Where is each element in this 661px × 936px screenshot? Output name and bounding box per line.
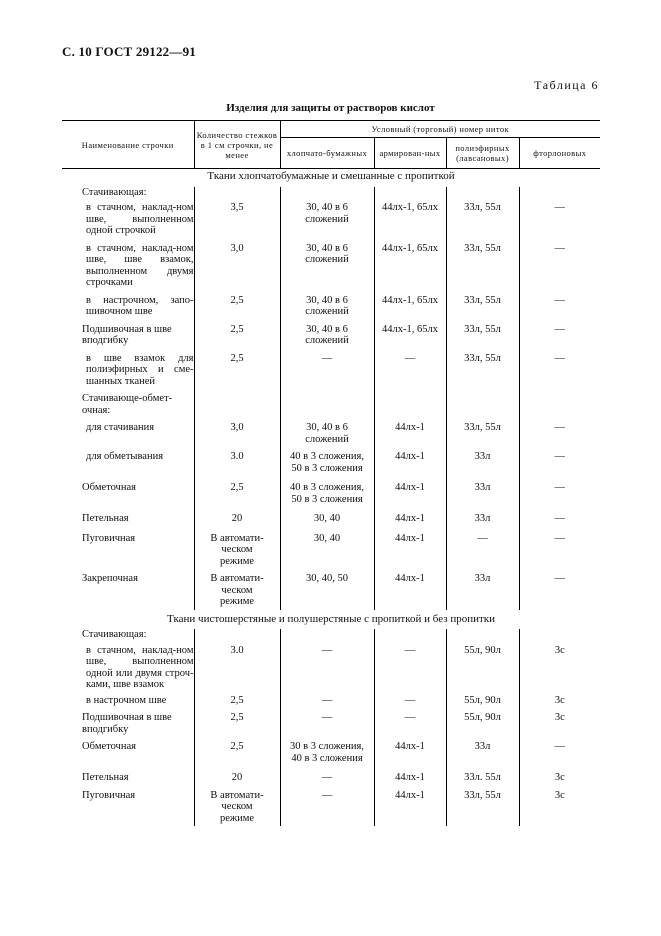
row-polyester-thread: 33л	[446, 451, 519, 482]
row-armored-thread: 44лх-1	[374, 422, 446, 451]
row-armored-thread: 44лх-1	[374, 513, 446, 533]
row-stitches: В автомати-ческом режиме	[194, 790, 280, 827]
row-cotton-thread: 30, 40, 50	[280, 573, 374, 610]
row-name: в стачном, наклад-ном шве, выполненном одной строчкой	[86, 202, 194, 236]
section-title: Ткани чистошерстяные и полушерстяные с пропиткой и без пропитки	[167, 612, 496, 625]
section-header-row	[62, 610, 600, 630]
row-name: Обметочная	[82, 482, 136, 493]
column-header-thread-number: Условный (торговый) номер ниток	[280, 121, 600, 138]
row-fluoro-thread: —	[519, 243, 600, 295]
row-fluoro-thread: —	[519, 202, 600, 243]
table-number: Таблица 6	[534, 78, 599, 92]
row-fluoro-thread: —	[519, 295, 600, 324]
row-polyester-thread: 33л	[446, 741, 519, 772]
row-polyester-thread: 33л, 55л	[446, 295, 519, 324]
row-fluoro-thread: —	[519, 451, 600, 482]
row-name: Петельная	[82, 772, 129, 783]
row-armored-thread: —	[374, 712, 446, 741]
table-row	[62, 695, 600, 713]
row-armored-thread: 44лх-1	[374, 482, 446, 513]
row-name: в настрочном, запо-шивочном шве	[86, 294, 194, 317]
row-cotton-thread: —	[280, 790, 374, 827]
row-cotton-thread	[280, 187, 374, 203]
row-name: Стачивающе-обмет-очная:	[82, 393, 173, 416]
row-armored-thread	[374, 629, 446, 645]
row-armored-thread	[374, 187, 446, 203]
row-cotton-thread: —	[280, 353, 374, 394]
row-polyester-thread: 33л, 55л	[446, 790, 519, 827]
row-cotton-thread	[280, 629, 374, 645]
row-fluoro-thread	[519, 187, 600, 203]
row-cotton-thread: 30, 40	[280, 533, 374, 574]
row-cotton-thread: 30 в 3 сложения, 40 в 3 сложения	[280, 741, 374, 772]
table-row	[62, 393, 600, 422]
column-header-name: Наименование строчки	[62, 121, 194, 169]
row-cotton-thread: 30, 40 в 6 сложений	[280, 295, 374, 324]
table-row	[62, 187, 600, 203]
row-polyester-thread: 33л	[446, 482, 519, 513]
row-cotton-thread: 30, 40 в 6 сложений	[280, 422, 374, 451]
row-polyester-thread: 33л, 55л	[446, 353, 519, 394]
table-title: Изделия для защиты от растворов кислот	[226, 102, 435, 114]
table-row	[62, 451, 600, 482]
row-stitches: 2,5	[194, 712, 280, 741]
row-fluoro-thread	[519, 393, 600, 422]
row-fluoro-thread: —	[519, 741, 600, 772]
row-armored-thread: —	[374, 695, 446, 713]
row-armored-thread: 44лх-1	[374, 790, 446, 827]
row-stitches: 3.0	[194, 451, 280, 482]
row-polyester-thread: 33л	[446, 573, 519, 610]
row-cotton-thread: 30, 40 в 6 сложений	[280, 324, 374, 353]
row-polyester-thread: 55л, 90л	[446, 712, 519, 741]
table-row	[62, 513, 600, 533]
row-armored-thread: 44лх-1	[374, 533, 446, 574]
row-stitches: 2,5	[194, 353, 280, 394]
row-fluoro-thread: 3с	[519, 772, 600, 790]
row-name: Подшивочная в шве вподгибку	[82, 323, 172, 346]
row-armored-thread: 44лх-1, 65лх	[374, 202, 446, 243]
row-stitches	[194, 187, 280, 203]
row-fluoro-thread: 3с	[519, 695, 600, 713]
section-header-row	[62, 169, 600, 187]
row-name: Закрепочная	[82, 573, 138, 584]
row-polyester-thread: —	[446, 533, 519, 574]
row-name: Пуговичная	[82, 532, 136, 544]
row-polyester-thread: 33л, 55л	[446, 324, 519, 353]
table-row	[62, 573, 600, 610]
row-armored-thread: 44лх-1, 65лх	[374, 243, 446, 295]
section-title: Ткани хлопчатобумажные и смешанные с пропиткой	[207, 170, 455, 182]
row-armored-thread: 44лх-1	[374, 772, 446, 790]
thread-table	[62, 120, 600, 826]
row-armored-thread: —	[374, 353, 446, 394]
table-body	[62, 169, 600, 827]
row-polyester-thread: 33л, 55л	[446, 202, 519, 243]
row-name: Петельная	[82, 513, 129, 524]
table-row	[62, 790, 600, 827]
row-polyester-thread: 55л, 90л	[446, 645, 519, 695]
row-stitches: 3,0	[194, 422, 280, 451]
row-name: для стачивания	[86, 422, 155, 433]
row-stitches: 3.0	[194, 645, 280, 695]
table-row	[62, 422, 600, 451]
row-name: Пуговичная	[82, 789, 136, 801]
row-name: для обметывания	[86, 451, 164, 462]
row-stitches: 2,5	[194, 695, 280, 713]
row-armored-thread: 44лх-1, 65лх	[374, 295, 446, 324]
row-fluoro-thread: —	[519, 533, 600, 574]
row-name: в шве взамок для полиэфирных и сме-шанных тканей	[86, 352, 194, 387]
row-fluoro-thread: 3с	[519, 790, 600, 827]
row-fluoro-thread: —	[519, 482, 600, 513]
table-row	[62, 741, 600, 772]
table-row	[62, 533, 600, 574]
row-cotton-thread: 40 в 3 сложения, 50 в 3 сложения	[280, 451, 374, 482]
page-header: С. 10 ГОСТ 29122—91	[62, 44, 196, 59]
row-cotton-thread: 30, 40	[280, 513, 374, 533]
row-cotton-thread: 40 в 3 сложения, 50 в 3 сложения	[280, 482, 374, 513]
row-stitches	[194, 629, 280, 645]
row-armored-thread: 44лх-1	[374, 573, 446, 610]
row-stitches: В автомати-ческом режиме	[194, 533, 280, 574]
row-cotton-thread: —	[280, 695, 374, 713]
column-header-stitches: Количество стежков в 1 см строчки, не менее	[194, 121, 280, 169]
row-polyester-thread	[446, 187, 519, 203]
row-name: Подшивочная в шве вподгибку	[82, 712, 172, 735]
row-cotton-thread	[280, 393, 374, 422]
row-fluoro-thread: 3с	[519, 712, 600, 741]
row-stitches: 20	[194, 772, 280, 790]
row-fluoro-thread	[519, 629, 600, 645]
row-stitches: 2,5	[194, 324, 280, 353]
row-armored-thread	[374, 393, 446, 422]
row-polyester-thread: 33л	[446, 513, 519, 533]
row-polyester-thread: 33л, 55л	[446, 422, 519, 451]
row-polyester-thread	[446, 393, 519, 422]
table-row	[62, 324, 600, 353]
row-name: в стачном, наклад-ном шве, шве взамок, выполненном двумя строчками	[86, 242, 194, 288]
row-stitches: 3,0	[194, 243, 280, 295]
table-row	[62, 645, 600, 695]
row-cotton-thread: —	[280, 645, 374, 695]
row-name: в стачном, наклад-ном шве, выполненном одной или двумя строч-ками, шве взамок	[86, 644, 194, 690]
row-stitches: 2,5	[194, 295, 280, 324]
row-polyester-thread: 55л, 90л	[446, 695, 519, 713]
row-stitches	[194, 393, 280, 422]
table-row	[62, 712, 600, 741]
column-header-fluoro: фторлоновых	[519, 138, 600, 169]
column-header-armored: армирован-ных	[374, 138, 446, 169]
row-fluoro-thread: —	[519, 422, 600, 451]
column-header-polyester: полиэфирных (лавсановых)	[446, 138, 519, 169]
row-name: в настрочном шве	[86, 694, 167, 706]
row-armored-thread: 44лх-1	[374, 451, 446, 482]
row-cotton-thread: —	[280, 772, 374, 790]
table-row	[62, 243, 600, 295]
row-fluoro-thread: —	[519, 513, 600, 533]
row-armored-thread: —	[374, 645, 446, 695]
row-stitches: 2,5	[194, 741, 280, 772]
row-name: Стачивающая:	[82, 186, 147, 198]
table-row	[62, 482, 600, 513]
row-polyester-thread	[446, 629, 519, 645]
row-fluoro-thread: —	[519, 573, 600, 610]
row-armored-thread: 44лх-1, 65лх	[374, 324, 446, 353]
row-armored-thread: 44лх-1	[374, 741, 446, 772]
table-row	[62, 295, 600, 324]
row-stitches: 2,5	[194, 482, 280, 513]
row-polyester-thread: 33л. 55л	[446, 772, 519, 790]
row-name: Стачивающая:	[82, 629, 147, 640]
table-row	[62, 629, 600, 645]
row-name: Обметочная	[82, 741, 136, 752]
column-header-cotton: хлопчато-бумажных	[280, 138, 374, 169]
row-cotton-thread: —	[280, 712, 374, 741]
row-fluoro-thread: —	[519, 324, 600, 353]
row-stitches: 3,5	[194, 202, 280, 243]
table-row	[62, 202, 600, 243]
row-stitches: В автомати-ческом режиме	[194, 573, 280, 610]
row-fluoro-thread: —	[519, 353, 600, 394]
table-row	[62, 772, 600, 790]
row-cotton-thread: 30, 40 в 6 сложений	[280, 202, 374, 243]
row-stitches: 20	[194, 513, 280, 533]
table-row	[62, 353, 600, 394]
row-polyester-thread: 33л, 55л	[446, 243, 519, 295]
row-cotton-thread: 30, 40 в 6 сложений	[280, 243, 374, 295]
row-fluoro-thread: 3с	[519, 645, 600, 695]
